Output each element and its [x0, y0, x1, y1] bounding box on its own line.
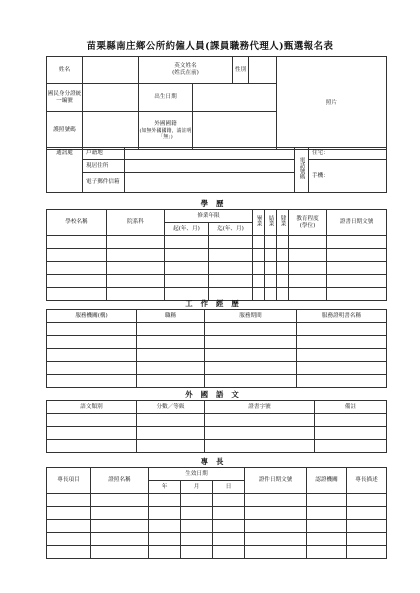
household-value[interactable]: [125, 148, 295, 160]
foreign-nationality-title: 外國國籍: [154, 121, 177, 127]
contact-label: 通訊處: [47, 148, 83, 193]
edu-degree-title: 教育程度: [296, 215, 319, 222]
table-row[interactable]: [47, 520, 387, 533]
foreign-nationality-value[interactable]: [193, 112, 277, 150]
id-number-value[interactable]: [83, 84, 139, 112]
table-row[interactable]: [47, 323, 387, 336]
edu-degree-header: [289, 210, 327, 236]
work-heading: 工作經歷: [185, 299, 247, 308]
personal-info-table: [46, 56, 387, 150]
english-name-title: 英文姓名: [174, 63, 197, 69]
phone-label: [295, 148, 309, 193]
name-label: 姓名: [47, 57, 83, 84]
exp-cert-name-header: 證照名稱: [91, 468, 149, 494]
work-position-header: 職稱: [137, 310, 205, 323]
residence-value[interactable]: [125, 160, 295, 173]
work-org-header: 服務機關(構): [47, 310, 137, 323]
table-row[interactable]: [47, 249, 387, 262]
edu-dropped-header: [277, 210, 289, 236]
birth-date-label: 出生日期: [139, 84, 193, 112]
edu-school-header: 學校名稱: [47, 210, 107, 236]
edu-graduated-header: [253, 210, 265, 236]
lang-score-header: 分數／等級: [137, 401, 205, 414]
table-row[interactable]: [47, 414, 387, 427]
edu-graduated-text: 畢業: [255, 215, 262, 227]
work-table: [46, 309, 387, 388]
exp-day-header: 日: [213, 481, 245, 494]
table-row[interactable]: [47, 336, 387, 349]
edu-dropped-text: 肄業: [279, 215, 286, 227]
edu-degree-note: (學位): [299, 222, 316, 229]
edu-period-header: 修業年限: [165, 210, 253, 223]
lang-remark-header: 備註: [315, 401, 387, 414]
expertise-table: [46, 467, 387, 559]
language-heading: 外國語文: [185, 390, 247, 399]
birth-date-value[interactable]: [193, 84, 277, 112]
mobile-phone[interactable]: 手機：: [309, 160, 387, 193]
exp-month-header: 月: [181, 481, 213, 494]
table-row[interactable]: [47, 375, 387, 388]
table-row[interactable]: [47, 507, 387, 520]
gender-label: 性別: [233, 57, 249, 84]
home-phone[interactable]: 住宅：: [309, 148, 387, 160]
exp-effective-header: 生效日期: [149, 468, 245, 481]
contact-table: [46, 147, 387, 193]
foreign-nationality-label: [139, 112, 193, 150]
english-name-note: (姓氏在前): [172, 70, 199, 76]
email-label: 電子郵件信箱: [83, 173, 125, 193]
education-table: [46, 209, 387, 301]
table-row[interactable]: [47, 349, 387, 362]
gender-value[interactable]: [249, 57, 277, 84]
household-label: 戶籍地: [83, 148, 125, 160]
table-row[interactable]: [47, 440, 387, 453]
edu-to-header: 迄(年、月): [209, 223, 253, 236]
english-name-label: [139, 57, 233, 84]
table-row[interactable]: [47, 546, 387, 559]
phone-label-text: 電話號碼: [298, 157, 305, 180]
lang-type-header: 語文類別: [47, 401, 137, 414]
exp-desc-header: 專長描述: [347, 468, 387, 494]
exp-issuer-header: 認證機關: [307, 468, 347, 494]
edu-cert-header: 證書日期文號: [327, 210, 387, 236]
table-row[interactable]: [47, 236, 387, 249]
lang-cert-header: 證書字號: [205, 401, 315, 414]
edu-from-header: 起(年、月): [165, 223, 209, 236]
name-value[interactable]: [83, 57, 139, 84]
expertise-heading: 專長: [200, 457, 232, 466]
language-table: [46, 400, 387, 453]
edu-completed-text: 結業: [267, 215, 274, 227]
table-row[interactable]: [47, 533, 387, 546]
id-number-label: 國民身分證統一編號: [47, 84, 83, 112]
edu-department-header: 院系科: [107, 210, 165, 236]
education-heading: 學歷: [200, 199, 232, 208]
table-row[interactable]: [47, 262, 387, 275]
work-period-header: 服務期間: [205, 310, 297, 323]
passport-label: 護照號碼: [47, 112, 83, 150]
table-row[interactable]: [47, 275, 387, 288]
table-row[interactable]: [47, 427, 387, 440]
table-row[interactable]: [47, 494, 387, 507]
edu-body: [47, 236, 387, 301]
passport-value[interactable]: [83, 112, 139, 150]
edu-completed-header: [265, 210, 277, 236]
exp-cert-doc-header: 證件日期文號: [245, 468, 307, 494]
photo-box: 照片: [277, 57, 387, 150]
residence-label: 現居住所: [83, 160, 125, 173]
work-cert-header: 服務證明書名稱: [297, 310, 387, 323]
exp-year-header: 年: [149, 481, 181, 494]
form-title: 苗栗縣南庄鄉公所約僱人員(課員職務代理人)甄選報名表: [86, 41, 334, 52]
table-row[interactable]: [47, 362, 387, 375]
email-value[interactable]: [125, 173, 295, 193]
exp-item-header: 專長項目: [47, 468, 91, 494]
foreign-nationality-note: (如無外國國籍，請註明「無」): [139, 128, 192, 140]
